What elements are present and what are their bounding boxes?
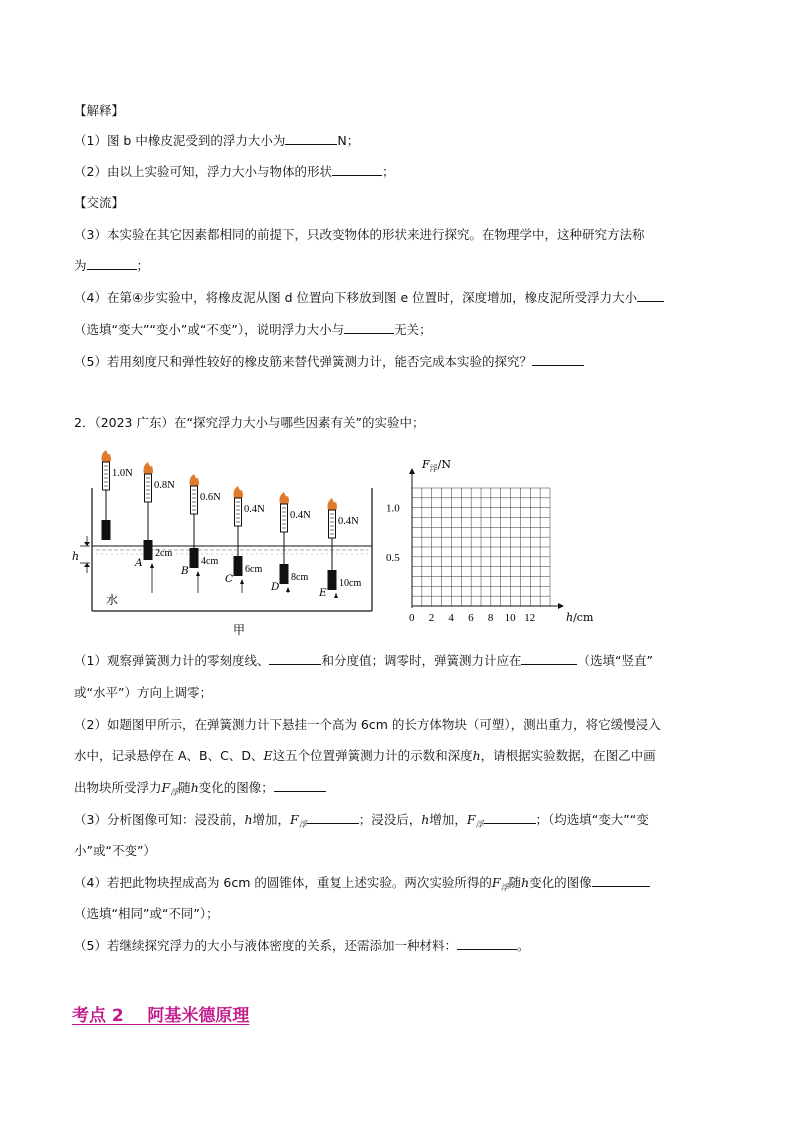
answer-blank[interactable]	[269, 652, 321, 665]
y-axis-label: $F_浮/N$	[422, 458, 451, 473]
spring-scale	[102, 450, 134, 540]
x-tick-label: 12	[524, 612, 536, 624]
explain-q1: （1）图 b 中橡皮泥受到的浮力大小为 N；	[74, 133, 360, 148]
p2-q4-line1: （4）若把此物块捏成高为 6cm 的圆锥体，重复上述实验。两次实验所得的$F_浮$随h变化的图像	[74, 874, 650, 897]
position-label: A	[135, 557, 143, 569]
depth-label: 10cm	[339, 578, 362, 589]
p2-q1-line2: 或“水平”）方向上调零；	[74, 685, 212, 700]
graph	[386, 458, 594, 624]
exchange-q5: （5）若用刻度尺和弹性较好的橡皮筋来替代弹簧测力计，能否完成本实验的探究？	[74, 353, 584, 371]
p2-q5: （5）若继续探究浮力的大小与液体密度的关系，还需添加一种材料： 。	[74, 938, 530, 953]
position-label: C	[225, 573, 234, 585]
h-marker	[80, 536, 90, 573]
hand-icon	[190, 474, 200, 486]
p2-q3-line1: （3）分析图像可知：浸没前，h增加，$F_浮$ ；浸没后，h增加，$F_浮$ ；（均选填“变大”“变	[74, 812, 649, 829]
p2-q2-line2: 水中，记录悬停在 A、B、C、D、E这五个位置弹簧测力计的示数和深度h，请根据实验数据，在图乙中画	[74, 748, 656, 763]
exchange-q4-line2: （选填“变大”“变小”或“不变”），说明浮力大小与 无关；	[74, 322, 432, 337]
force-reading: 0.8N	[154, 480, 175, 491]
force-reading: 0.4N	[244, 504, 265, 515]
position-label: D	[271, 581, 280, 593]
p2-q2-line1: （2）如题图甲所示，在弹簧测力计下悬挂一个高为 6cm 的长方体物块（可塑），测出重力，将它缓慢浸入	[74, 717, 661, 732]
answer-blank[interactable]	[87, 257, 137, 270]
exchange-header: 【交流】	[74, 195, 125, 210]
exchange-q3-line2: 为 ；	[74, 258, 150, 273]
explain-header: 【解释】	[74, 103, 125, 118]
answer-blank[interactable]	[484, 811, 536, 824]
p2-q3-line2: 小”或“不变”）	[74, 843, 156, 858]
exchange-q3-line1: （3）本实验在其它因素都相同的前提下，只改变物体的形状来进行探究。在物理学中，这种研究方法称	[74, 227, 645, 242]
position-label: B	[181, 565, 189, 577]
block	[234, 556, 243, 576]
y-arrow	[409, 468, 415, 474]
position-label: E	[319, 587, 327, 599]
answer-blank[interactable]	[344, 321, 394, 334]
x-arrow	[558, 603, 564, 609]
x-axis-label: h/cm	[566, 611, 594, 624]
block	[328, 570, 337, 590]
figure-caption: 甲	[233, 623, 246, 637]
answer-blank[interactable]	[457, 937, 517, 950]
p2-q2-line3: 出物块所受浮力$F_浮$随h变化的图像；	[74, 779, 326, 802]
exchange-q4-line1: （4）在第④步实验中，将橡皮泥从图 d 位置向下移放到图 e 位置时，深度增加，橡皮泥所受浮力大小	[74, 289, 664, 307]
block	[190, 548, 199, 568]
explain-q2: （2）由以上实验可知，浮力大小与物体的形状 ；	[74, 164, 395, 179]
block	[280, 564, 289, 584]
depth-label: 6cm	[245, 564, 263, 575]
x-tick-label: 4	[448, 612, 454, 624]
experiment-figure	[70, 448, 600, 640]
hand-icon	[234, 486, 244, 498]
x-tick-label: 8	[487, 612, 494, 624]
force-reading: 0.6N	[200, 492, 221, 503]
answer-blank[interactable]	[521, 652, 577, 665]
x-tick-label: 10	[504, 612, 516, 624]
block	[144, 540, 153, 560]
water-label: 水	[106, 593, 119, 607]
answer-blank[interactable]	[592, 874, 650, 887]
force-reading: 1.0N	[112, 468, 133, 479]
answer-blank[interactable]	[332, 163, 382, 176]
depth-label: 4cm	[201, 556, 219, 567]
answer-blank[interactable]	[532, 353, 584, 366]
hand-icon	[328, 498, 338, 510]
hand-icon	[144, 462, 154, 474]
x-tick-label: 0	[409, 612, 415, 624]
answer-blank[interactable]	[274, 779, 326, 792]
x-tick-label: 2	[428, 612, 435, 624]
h-label: h	[72, 550, 80, 563]
problem2-title: 2．（2023 广东）在“探究浮力大小与哪些因素有关”的实验中；	[74, 415, 425, 430]
answer-blank[interactable]	[637, 289, 664, 302]
answer-blank[interactable]	[285, 132, 337, 145]
section-heading: 考点 2 阿基米德原理	[72, 1006, 250, 1026]
hand-icon	[280, 492, 290, 504]
force-reading: 0.4N	[338, 516, 359, 527]
p2-q4-line2: （选填“相同”或“不同”）；	[74, 906, 219, 921]
answer-blank[interactable]	[307, 811, 359, 824]
y-tick-label: 0.5	[386, 551, 400, 564]
y-tick-label: 1.0	[386, 502, 400, 515]
hand-icon	[102, 450, 112, 462]
force-reading: 0.4N	[290, 510, 311, 521]
block	[102, 520, 111, 540]
depth-label: 8cm	[291, 572, 309, 583]
x-tick-label: 6	[468, 612, 474, 624]
depth-label: 2cm	[155, 548, 173, 559]
p2-q1-line1: （1）观察弹簧测力计的零刻度线、 和分度值；调零时，弹簧测力计应在 （选填“竖直”	[74, 653, 653, 668]
